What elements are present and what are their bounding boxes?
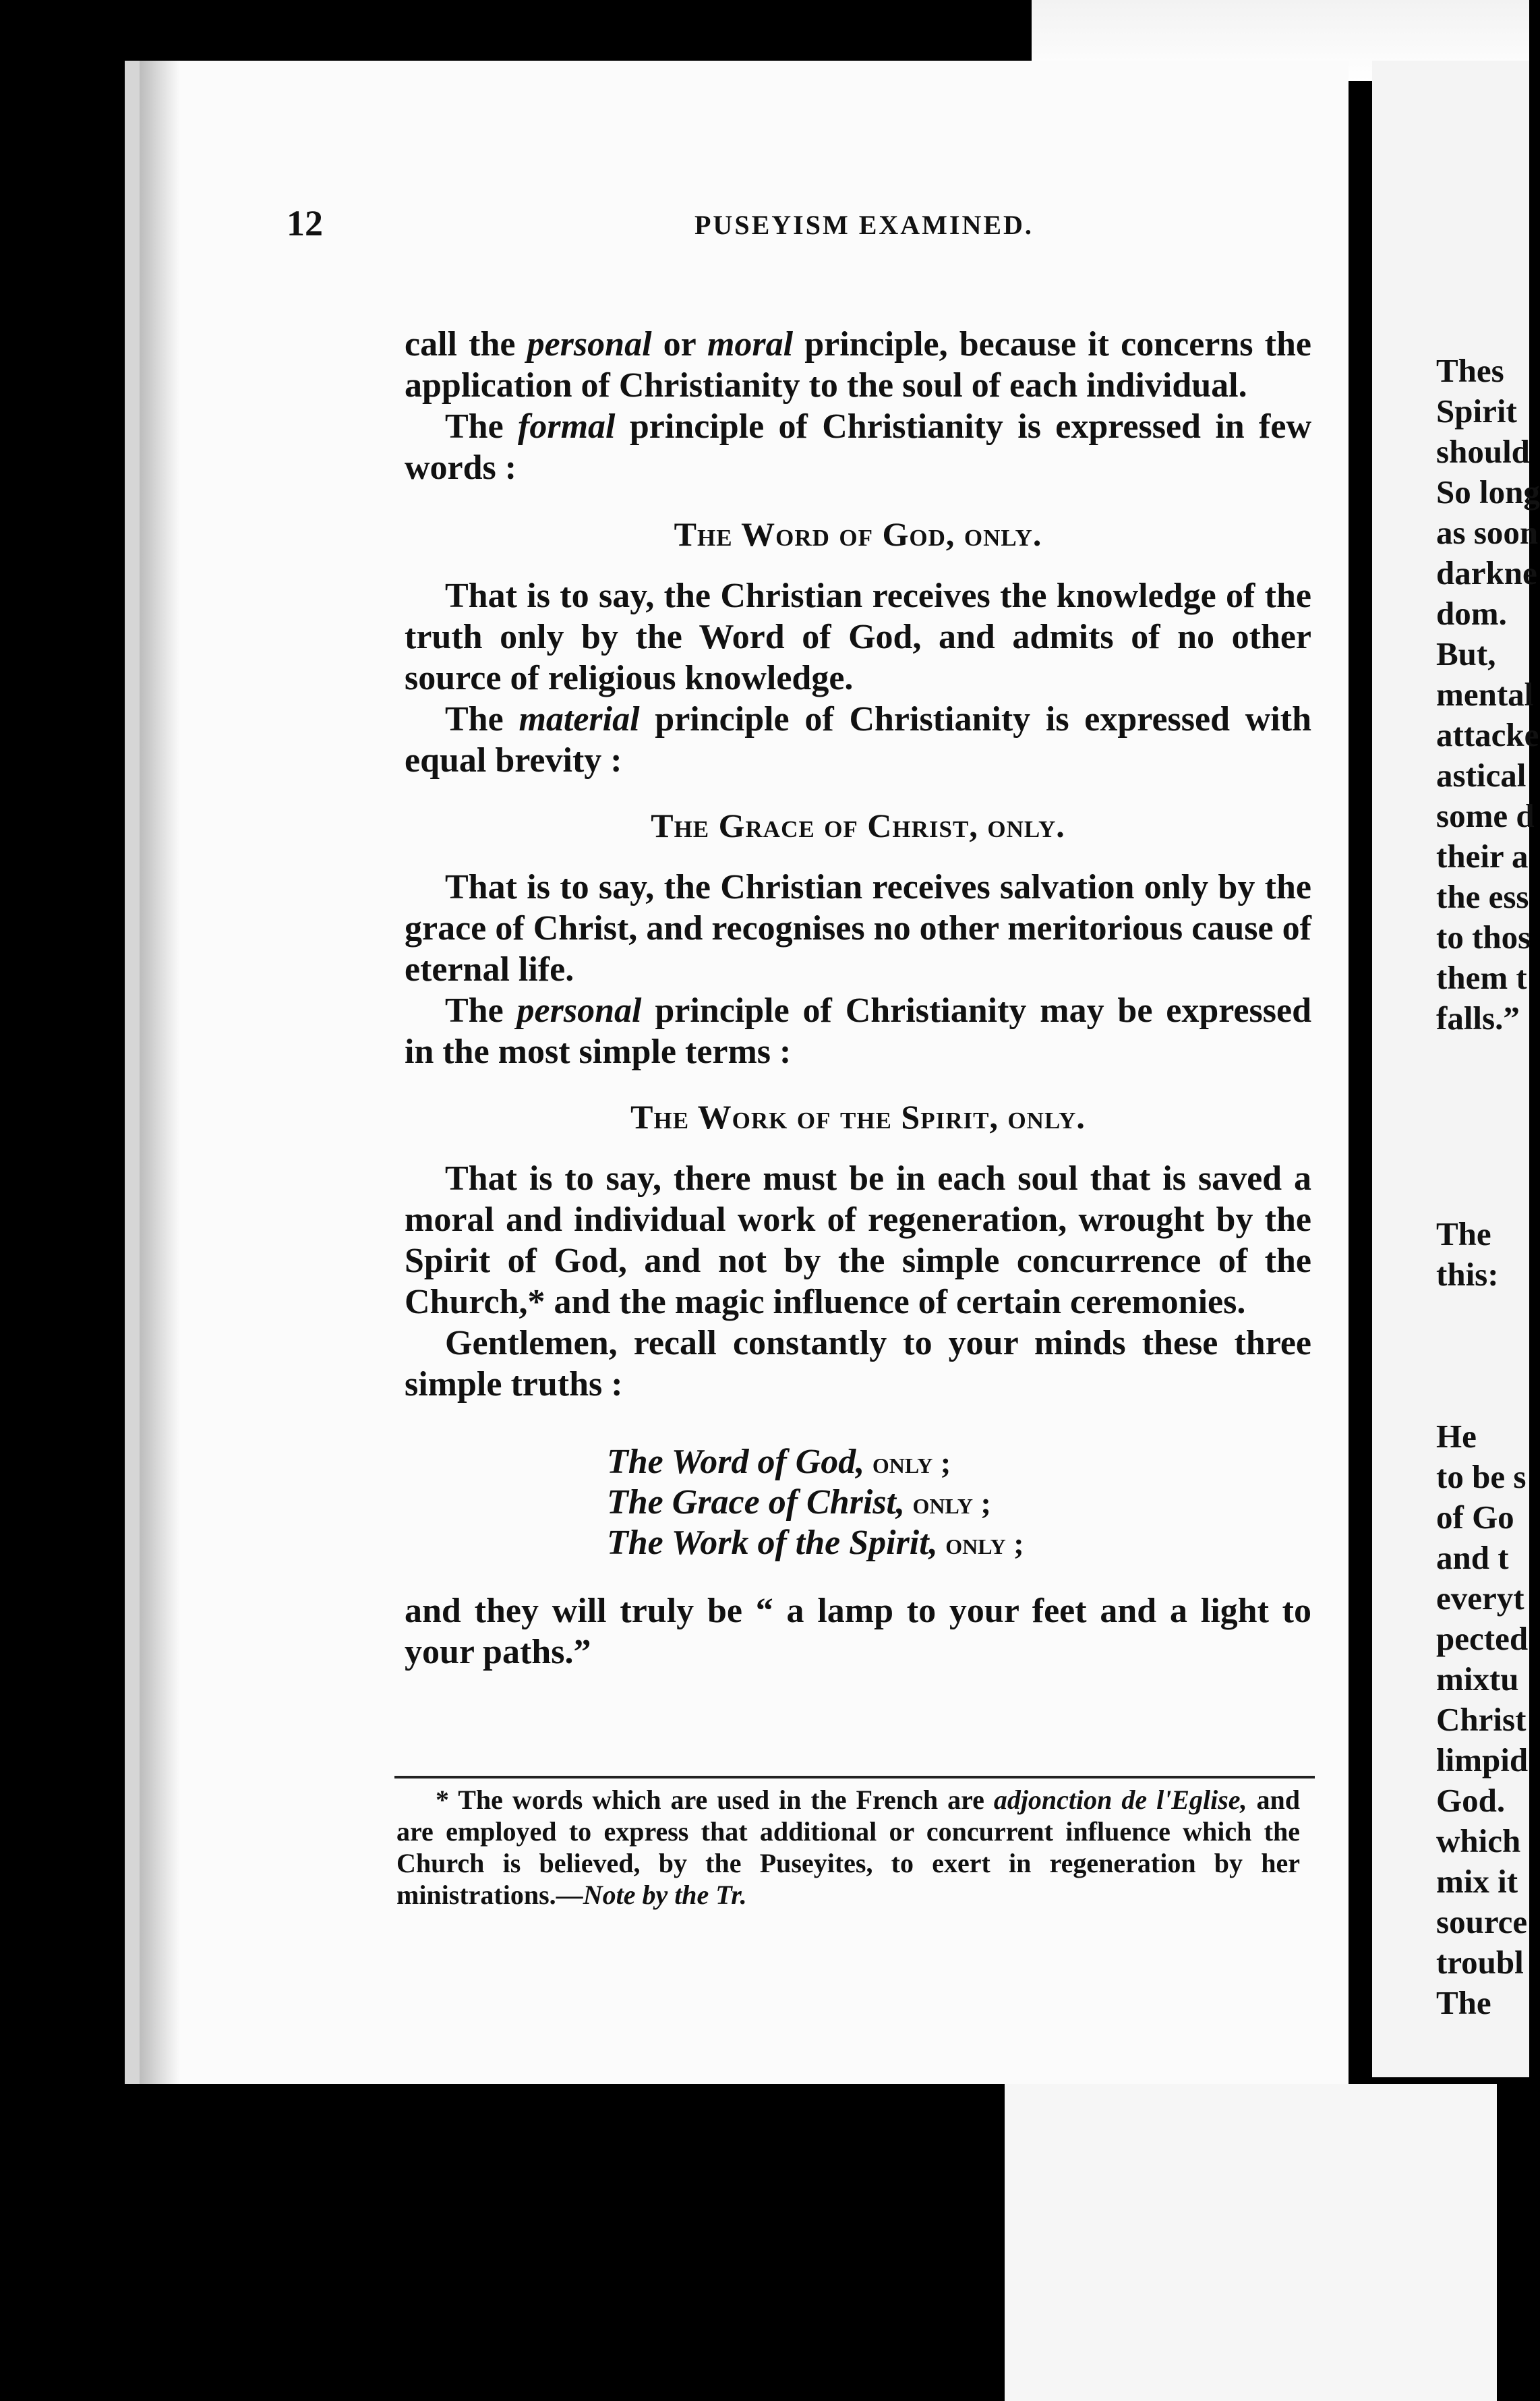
facing-line: everyt: [1436, 1580, 1524, 1617]
facing-line: astical: [1436, 757, 1527, 794]
facing-line: some d: [1436, 797, 1535, 834]
facing-line: falls.”: [1436, 1000, 1520, 1037]
italic-run: The Work of the Spirit,: [607, 1524, 938, 1562]
italic-run: personal: [516, 991, 642, 1030]
paragraph: That is to say, the Christian receives salvation only by the grace of Christ, and recognises no other meritorious cause of eternal life.: [405, 868, 1311, 989]
section-heading: The Grace of Christ, only.: [651, 807, 1065, 844]
facing-line: So long: [1436, 473, 1540, 511]
text-run: and are employed to express that additional or concurrent influence which the Church is believed, by the Puseyites, to exert in regeneration by her ministrations.—: [396, 1785, 1300, 1910]
text-run: only ;: [937, 1526, 1024, 1561]
text-run: The: [445, 700, 519, 739]
text-run: The: [445, 991, 517, 1030]
facing-line: mix it: [1436, 1863, 1518, 1900]
page-number: 12: [287, 203, 323, 243]
page-gutter-shadow: [140, 61, 180, 2084]
text-run: * The words which are used in the French are: [436, 1785, 994, 1815]
text-run: principle of Christianity is expressed with equal brevity :: [405, 700, 1311, 780]
facing-line: Christ: [1436, 1701, 1527, 1738]
facing-line: the ess: [1436, 878, 1529, 915]
facing-line: Spirit: [1436, 393, 1517, 430]
footnote-rule: [394, 1776, 1315, 1778]
running-head: PUSEYISM EXAMINED.: [694, 210, 1034, 240]
italic-run: material: [519, 700, 640, 739]
facing-line: pected: [1436, 1620, 1529, 1657]
facing-line: attacke: [1436, 716, 1539, 753]
section-heading: The Word of God, only.: [674, 515, 1042, 553]
truth-line: [607, 1482, 1311, 1523]
paragraph: and they will truly be “ a lamp to your feet and a light to your paths.”: [405, 1592, 1311, 1671]
italic-run: moral: [707, 325, 794, 364]
facing-line: limpid: [1436, 1741, 1529, 1778]
paragraph: [405, 406, 1311, 488]
section-heading: The Work of the Spirit, only.: [630, 1098, 1086, 1136]
text-run: principle of Christianity may be expressed in the most simple terms :: [405, 991, 1311, 1071]
facing-line: to thos: [1436, 919, 1531, 956]
body-text: [405, 324, 1311, 1673]
facing-line: of Go: [1436, 1499, 1514, 1536]
facing-line: dom.: [1436, 595, 1507, 632]
italic-run: The Word of God,: [607, 1443, 865, 1481]
facing-line: should: [1436, 433, 1530, 470]
footnote: [396, 1784, 1300, 1911]
text-run: principle of Christianity is expressed in few words :: [405, 407, 1311, 487]
text-run: or: [651, 325, 707, 364]
paragraph: Gentlemen, recall constantly to your minds these three simple truths :: [405, 1324, 1311, 1404]
text-run: principle, because it concerns the application of Christianity to the soul of each individual.: [405, 325, 1311, 405]
text-run: The: [445, 407, 519, 446]
facing-line: to be s: [1436, 1458, 1527, 1495]
italic-run: The Grace of Christ,: [607, 1483, 905, 1522]
facing-line: them t: [1436, 959, 1527, 996]
truth-line: [607, 1523, 1311, 1563]
paragraph: [405, 699, 1311, 781]
three-truths-list: [607, 1442, 1311, 1563]
facing-line: But,: [1436, 635, 1496, 672]
facing-line: source: [1436, 1903, 1528, 1940]
paragraph: That is to say, the Christian receives the knowledge of the truth only by the Word of God, and admits of no other source of religious knowledge.: [405, 577, 1311, 697]
facing-line: darkne: [1436, 554, 1537, 591]
facing-line: God.: [1436, 1782, 1506, 1819]
facing-line: and t: [1436, 1539, 1509, 1576]
italic-run: adjonction de l'Eglise,: [993, 1785, 1247, 1815]
facing-line: mixtu: [1436, 1660, 1519, 1698]
facing-line: Thes: [1436, 352, 1504, 389]
facing-line: their a: [1436, 838, 1529, 875]
italic-run: personal: [527, 325, 652, 364]
page-header: [287, 202, 1322, 250]
text-run: call the: [405, 325, 527, 364]
facing-line: The: [1436, 1984, 1491, 2021]
facing-page: [1372, 61, 1540, 2077]
paragraph: [405, 990, 1311, 1072]
facing-line: He: [1436, 1418, 1477, 1455]
paragraph: [405, 324, 1311, 406]
scan-background-bottom: [1005, 2084, 1497, 2401]
text-run: only ;: [905, 1486, 991, 1520]
facing-line: as soon: [1436, 514, 1539, 551]
facing-line: The: [1436, 1215, 1491, 1252]
text-run: only ;: [864, 1445, 951, 1480]
facing-line: which: [1436, 1822, 1521, 1859]
facing-line: this:: [1436, 1256, 1499, 1293]
facing-line: troubl: [1436, 1944, 1524, 1981]
truth-line: [607, 1442, 1311, 1482]
italic-run: formal: [518, 407, 616, 446]
facing-line: mental: [1436, 676, 1534, 713]
paragraph: That is to say, there must be in each soul that is saved a moral and individual work of regeneration, wrought by the Spirit of God, and not by the simple concurrence of the Church,* and the magic influence of certain ceremonies.: [405, 1159, 1311, 1321]
italic-run: Note by the Tr.: [583, 1880, 747, 1910]
